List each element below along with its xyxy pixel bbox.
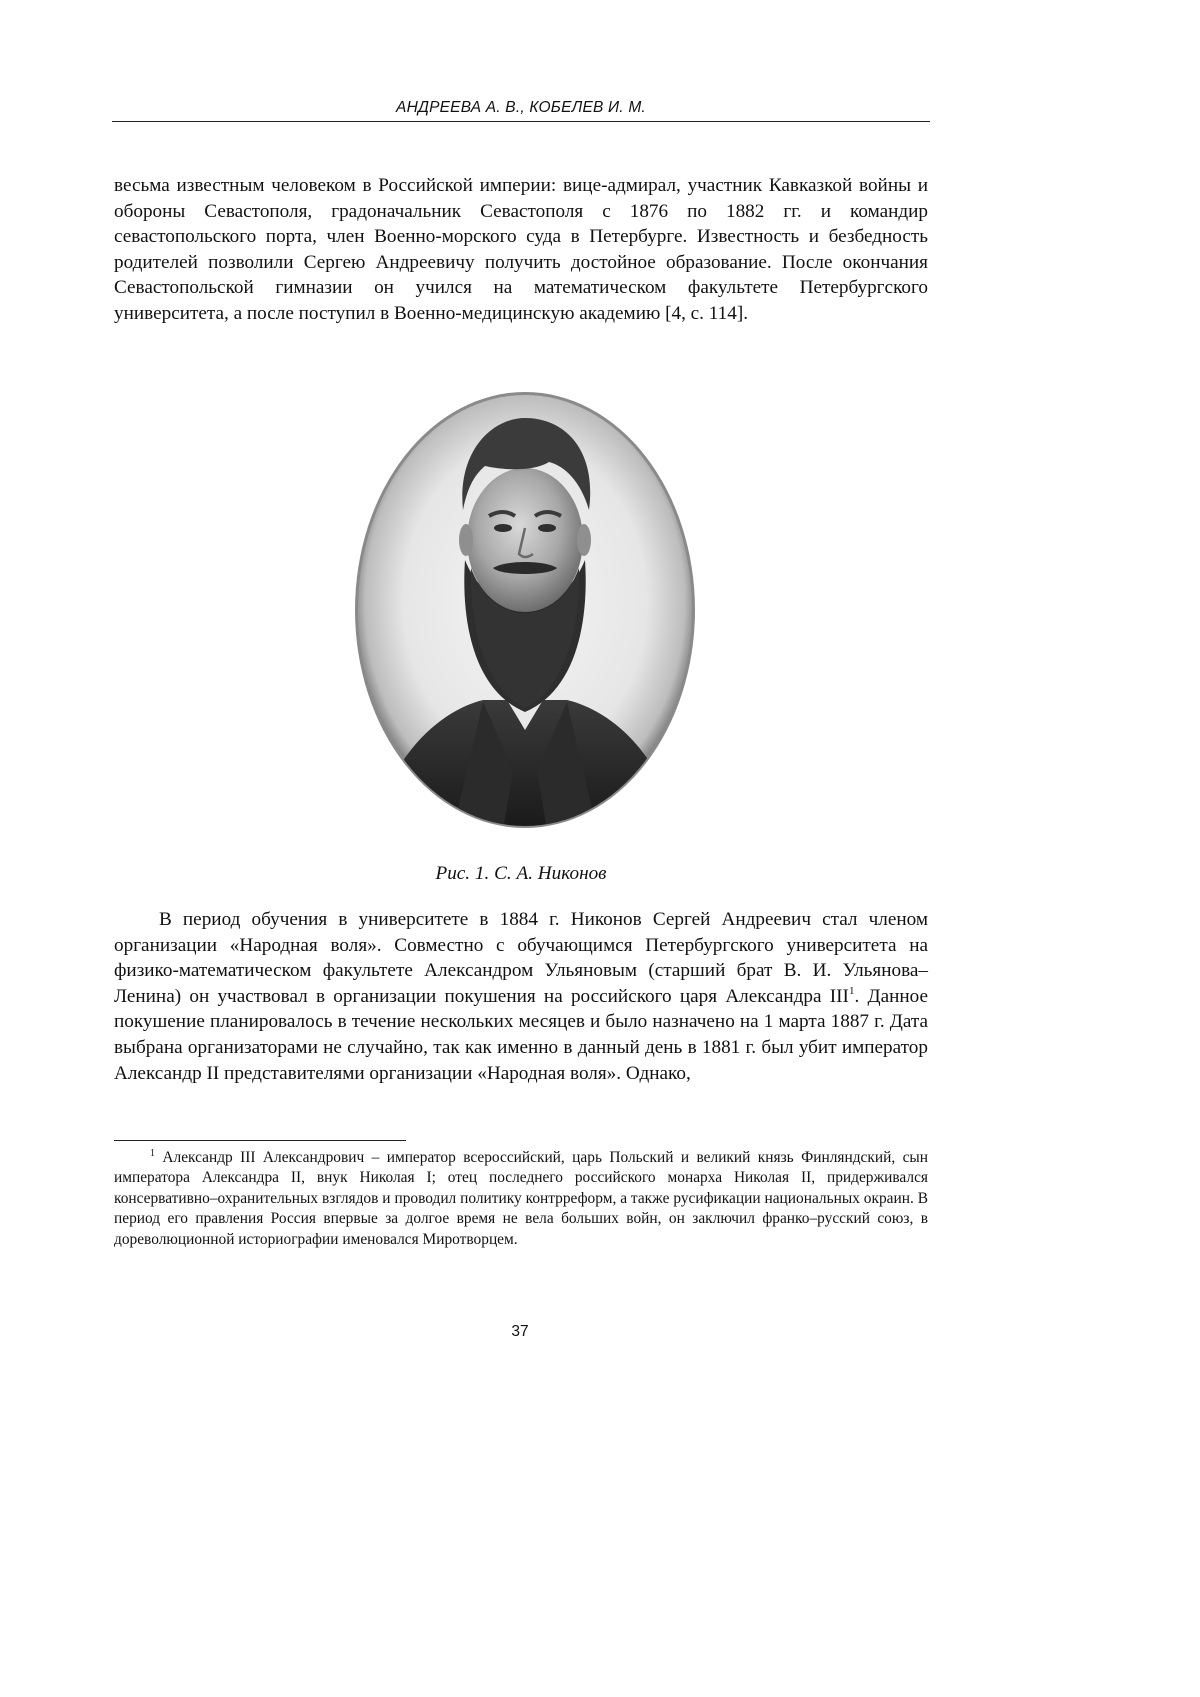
paragraph-2-text-a: В период обучения в университете в 1884 г. Никонов Сергей Андреевич стал членом организации «Народная воля». Совместно с обучающимся Петербургского университета на физико-математическом факультете Александром Ульяновым (старший брат В. И. Ульянова–Ленина) он участвовал в организации покушения на российского царя Александра III: [114, 909, 928, 1007]
footnote: [114, 1148, 928, 1250]
footnote-ref-mark[interactable]: 1: [849, 985, 855, 997]
figure-caption: Рис. 1. С. А. Никонов: [114, 862, 928, 886]
page-number: 37: [480, 1323, 560, 1341]
footnote-mark: 1: [150, 1148, 155, 1159]
paragraph-2-text-b: . Данное покушение планировалось в течение нескольких месяцев и было назначено на 1 марта 1887 г. Дата выбрана организаторами не случайно, так как именно в данный день в 1881 г. был убит император Александр II представителями организации «Народная воля». Однако,: [114, 986, 928, 1084]
header-rule: [112, 121, 930, 122]
paragraph-2: [114, 907, 928, 1086]
paragraph-1: весьма известным человеком в Российской империи: вице-адмирал, участник Кавказкой войны и обороны Севастополя, градоначальник Севастополя с 1876 по 1882 гг. и командир севастопольского порта, член Военно-морского суда в Петербурге. Известность и безбедность родителей позволили Сергею Андреевичу получить достойное образование. После окончания Севастопольской гимназии он учился на математическом факультете Петербургского университета, а после поступил в Военно-медицинскую академию [4, с. 114].: [114, 173, 928, 327]
running-head: АНДРЕЕВА А. В., КОБЕЛЕВ И. М.: [112, 99, 930, 117]
footnote-text: Александр III Александрович – император всероссийский, царь Польский и великий князь Финляндский, сын императора Александра II, внук Николая I; отец последнего российского монарха Николая II, придерживался консервативно–охранительных взглядов и проводил политику контрреформ, а также русификации национальных окраин. В период его правления Россия впервые за долгое время не вела больших войн, он заключил франко–русский союз, в дореволюционной историографии именовался Миротворцем.: [114, 1149, 928, 1248]
footnote-rule: [114, 1140, 406, 1141]
portrait-figure: [353, 390, 697, 830]
portrait-photo: [353, 390, 697, 830]
